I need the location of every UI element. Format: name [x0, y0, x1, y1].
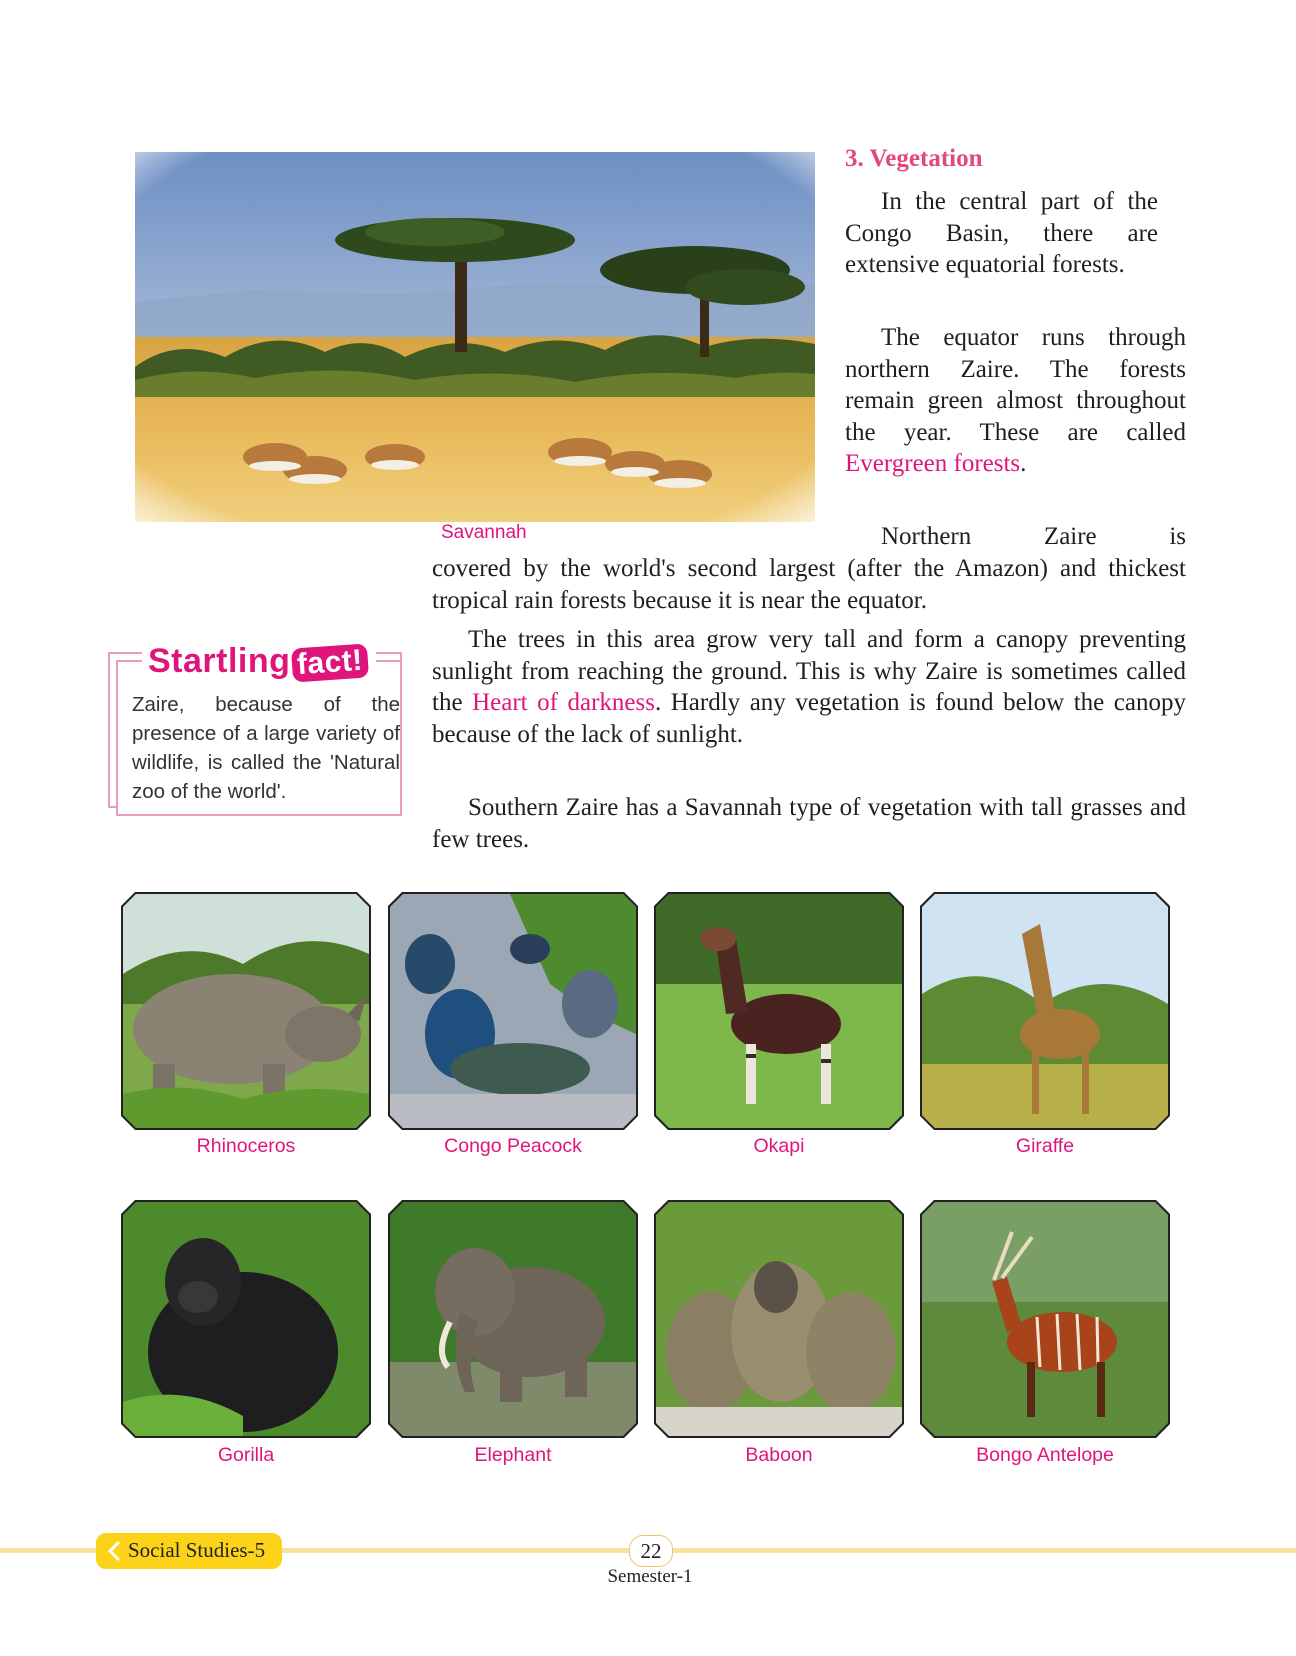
gorilla-photo	[121, 1200, 371, 1438]
paragraph-3: covered by the world's second largest (after the Amazon) and thickest tropical rain forests because it is near the equator.	[432, 555, 1186, 614]
semester-label: Semester-1	[607, 1566, 693, 1587]
bongo-antelope-label: Bongo Antelope	[976, 1444, 1114, 1466]
giraffe-label: Giraffe	[1015, 1135, 1075, 1157]
rhinoceros-photo	[121, 892, 371, 1130]
evergreen-forests-term: Evergreen forests	[845, 450, 1021, 477]
fact-frame-inner	[116, 642, 402, 816]
page-number: 22	[629, 1535, 673, 1567]
paragraph-1: In the central part of the Congo Basin, there are extensive equatorial forests.	[845, 188, 1158, 278]
book-title-tab	[96, 1533, 282, 1569]
gorilla-label: Gorilla	[217, 1444, 275, 1466]
fact-badge: fact!	[291, 643, 369, 682]
startling-fact-box	[108, 642, 406, 812]
book-title: Social Studies-5	[128, 1538, 266, 1562]
giraffe-photo	[920, 892, 1170, 1130]
paragraph-2	[845, 322, 1186, 480]
fact-title-word: Startling	[148, 642, 291, 680]
congo-peacock-label: Congo Peacock	[444, 1135, 582, 1157]
paragraph-4	[432, 624, 1186, 750]
bongo-antelope-photo	[920, 1200, 1170, 1438]
elephant-label: Elephant	[474, 1444, 552, 1466]
fact-title	[142, 642, 376, 681]
paragraph-5: Southern Zaire has a Savannah type of vegetation with tall grasses and few trees.	[432, 794, 1186, 853]
savannah-caption: Savannah	[441, 522, 527, 543]
section-heading: 3. Vegetation	[845, 145, 983, 172]
paragraph-3-first-line: Northern Zaire is	[881, 523, 1186, 550]
paragraph-2-end: .	[1020, 450, 1027, 477]
paragraph-4-text: The trees in this area grow very tall and form a canopy preventing sunlight from reaching the ground. This is why Zaire is sometimes called the	[432, 626, 1186, 716]
baboon-photo	[654, 1200, 904, 1438]
rhinoceros-label: Rhinoceros	[196, 1135, 296, 1157]
chevron-left-icon	[106, 1540, 122, 1562]
paragraph-2-text: The equator runs through northern Zaire. The forests remain green almost throughout the year. These are called	[845, 324, 1186, 446]
baboon-label: Baboon	[745, 1444, 813, 1466]
elephant-photo	[388, 1200, 638, 1438]
okapi-label: Okapi	[753, 1135, 805, 1157]
congo-peacock-photo	[388, 892, 638, 1130]
savannah-photo	[135, 152, 815, 522]
heart-of-darkness-term: Heart of darkness	[472, 689, 655, 716]
paragraph-4-end: . Hardly any vegetation is found below the canopy because of the lack of sunlight.	[432, 689, 1186, 748]
okapi-photo	[654, 892, 904, 1130]
fact-text: Zaire, because of the presence of a large variety of wildlife, is called the 'Natural zoo of the world'.	[132, 693, 400, 803]
